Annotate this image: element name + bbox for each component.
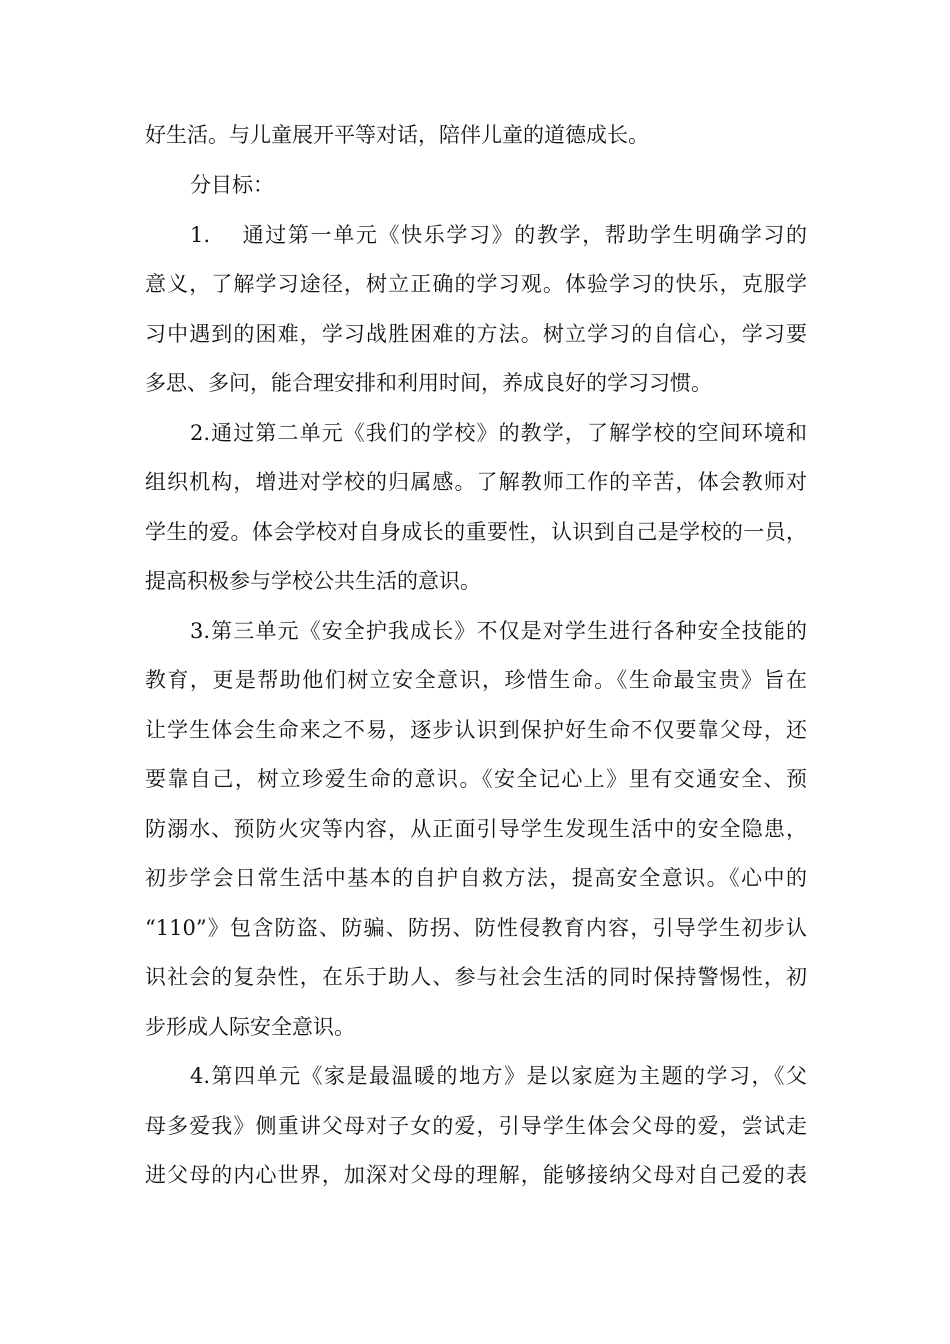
text-line: 防溺水、预防火灾等内容，从正面引导学生发现生活中的安全隐患， [145,817,807,841]
section-heading: 分目标： [190,173,274,197]
text-line: 要靠自己，树立珍爱生命的意识。《安全记心上》里有交通安全、预 [145,767,807,791]
text-line: 学生的爱。体会学校对自身成长的重要性，认识到自己是学校的一员， [145,520,807,544]
text-line: 好生活。与儿童展开平等对话，陪伴儿童的道德成长。 [145,123,649,147]
text-line: 2.通过第二单元《我们的学校》的教学，了解学校的空间环境和 [190,421,807,445]
text-line: 1. 通过第一单元《快乐学习》的教学，帮助学生明确学习的 [190,223,807,247]
text-line: 识社会的复杂性，在乐于助人、参与社会生活的同时保持警惕性，初 [145,965,807,989]
text-line: 4.第四单元《家是最温暖的地方》是以家庭为主题的学习，《父 [190,1064,807,1088]
text-line: 提高积极参与学校公共生活的意识。 [145,569,481,593]
text-line: 习中遇到的困难，学习战胜困难的方法。树立学习的自信心，学习要 [145,322,807,346]
text-line: 初步学会日常生活中基本的自护自救方法，提高安全意识。《心中的 [145,866,807,890]
text-line: 意义，了解学习途径，树立正确的学习观。体验学习的快乐，克服学 [145,272,807,296]
text-line: 进父母的内心世界，加深对父母的理解，能够接纳父母对自己爱的表 [145,1163,807,1187]
text-line: 母多爱我》侧重讲父母对子女的爱，引导学生体会父母的爱，尝试走 [145,1114,807,1138]
text-line: 让学生体会生命来之不易，逐步认识到保护好生命不仅要靠父母，还 [145,718,807,742]
text-line: “110”》包含防盗、防骗、防拐、防性侵教育内容，引导学生初步认 [145,916,807,940]
text-line: 步形成人际安全意识。 [145,1015,355,1039]
text-line: 组织机构，增进对学校的归属感。了解教师工作的辛苦，体会教师对 [145,470,807,494]
text-line: 3.第三单元《安全护我成长》不仅是对学生进行各种安全技能的 [190,619,807,643]
text-line: 多思、多问，能合理安排和利用时间，养成良好的学习习惯。 [145,371,712,395]
text-line: 教育，更是帮助他们树立安全意识，珍惜生命。《生命最宝贵》旨在 [145,668,807,692]
